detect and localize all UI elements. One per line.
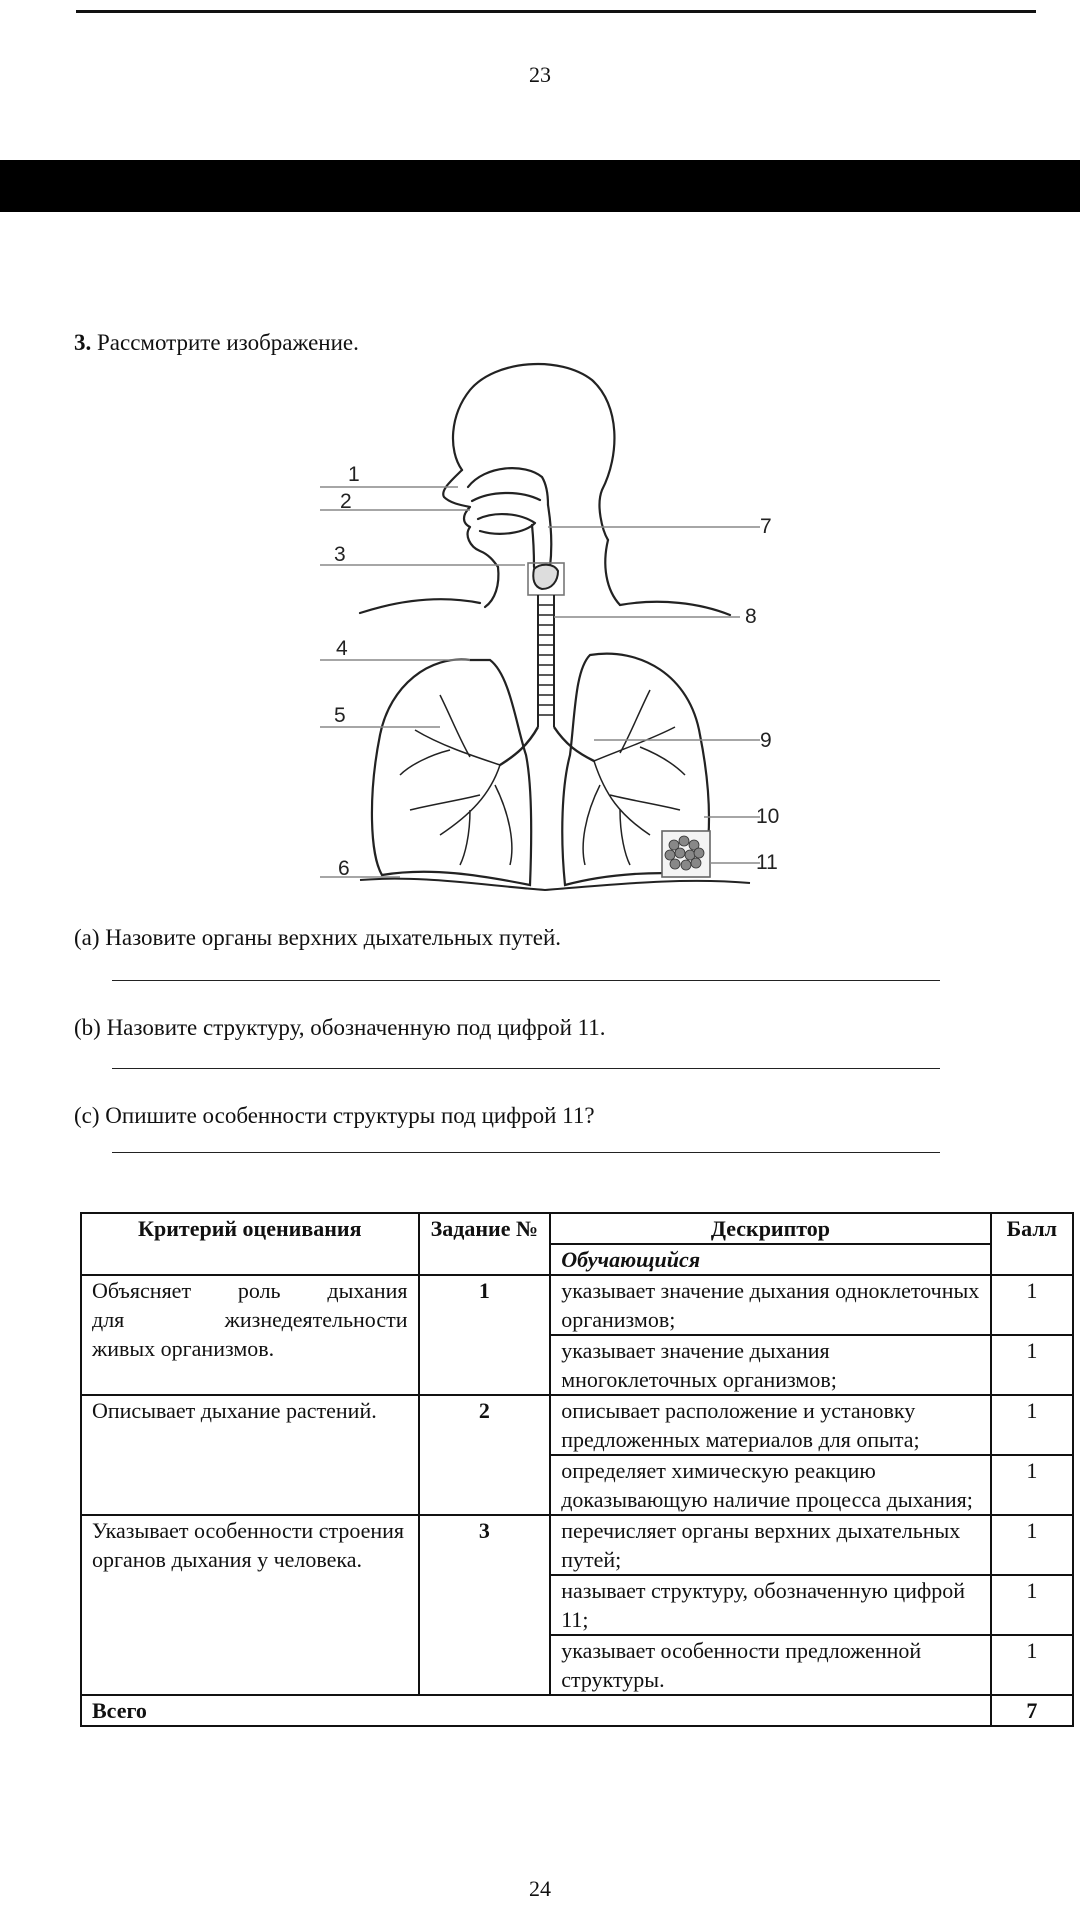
answer-line-c[interactable] <box>112 1152 940 1153</box>
question-c: (c) Опишите особенности структуры под цифрой 11? <box>74 1103 595 1128</box>
task-number: 3. <box>74 330 92 355</box>
task-number-cell: 2 <box>419 1395 551 1515</box>
bronchi <box>500 727 594 765</box>
header-criterion: Критерий оценивания <box>81 1213 419 1275</box>
diagram-label-8: 8 <box>745 605 757 628</box>
criterion-cell: Описывает дыхание растений. <box>81 1395 419 1515</box>
table-row <box>81 1395 1073 1455</box>
diagram-label-6: 6 <box>338 857 350 880</box>
total-label: Всего <box>81 1695 991 1726</box>
score-cell: 1 <box>991 1455 1073 1515</box>
descriptor-cell: указывает значение дыхания одноклеточных организмов; <box>550 1275 990 1335</box>
head-outline <box>453 364 614 540</box>
bronchial-tree <box>400 690 685 865</box>
answer-line-a[interactable] <box>112 980 940 981</box>
diagram-label-5: 5 <box>334 704 346 727</box>
page-number-top: 23 <box>529 62 551 87</box>
task-number-cell: 3 <box>419 1515 551 1695</box>
shoulder-right <box>620 602 730 615</box>
respiratory-system-diagram <box>320 355 790 895</box>
header-descriptor: Дескриптор <box>550 1213 990 1244</box>
header-task: Задание № <box>419 1213 551 1275</box>
descriptor-cell: указывает особенности предложенной структуры. <box>550 1635 990 1695</box>
page-number-bottom: 24 <box>529 1876 551 1901</box>
table-header-row <box>81 1213 1073 1244</box>
criterion-line: для жизнедеятельности <box>92 1307 408 1332</box>
diagram-label-2: 2 <box>340 490 352 513</box>
page-separator-band <box>0 160 1080 212</box>
total-row <box>81 1695 1073 1726</box>
score-cell: 1 <box>991 1275 1073 1335</box>
nasal-cavity <box>468 468 548 505</box>
score-cell: 1 <box>991 1575 1073 1635</box>
question-b: (b) Назовите структуру, обозначенную под цифрой 11. <box>74 1015 606 1040</box>
diagram-label-10: 10 <box>756 805 780 828</box>
task-text: Рассмотрите изображение. <box>97 330 359 355</box>
pharynx <box>532 505 551 567</box>
criterion-line: живых организмов. <box>92 1336 275 1361</box>
score-cell: 1 <box>991 1635 1073 1695</box>
top-rule <box>76 10 1036 13</box>
table-row <box>81 1515 1073 1575</box>
header-learner: Обучающийся <box>550 1244 990 1275</box>
criterion-cell: Указывает особенности строения органов дыхания у человека. <box>81 1515 419 1695</box>
criterion-cell <box>81 1275 419 1395</box>
header-score: Балл <box>991 1213 1073 1275</box>
descriptor-cell: называет структуру, обозначенную цифрой 11; <box>550 1575 990 1635</box>
diagram-label-7: 7 <box>760 515 772 538</box>
diagram-label-9: 9 <box>760 729 772 752</box>
assessment-criteria-table <box>80 1212 1074 1727</box>
descriptor-cell: определяет химическую реакцию доказывающую наличие процесса дыхания; <box>550 1455 990 1515</box>
descriptor-cell: перечисляет органы верхних дыхательных путей; <box>550 1515 990 1575</box>
criterion-line: Объясняет роль дыхания <box>92 1278 408 1303</box>
diagram-label-3: 3 <box>334 543 346 566</box>
diagram-label-4: 4 <box>336 637 348 660</box>
total-score: 7 <box>991 1695 1073 1726</box>
neck-back <box>605 540 620 605</box>
descriptor-cell: описывает расположение и установку предложенных материалов для опыта; <box>550 1395 990 1455</box>
larynx <box>533 565 558 589</box>
answer-line-b[interactable] <box>112 1068 940 1069</box>
diagram-label-1: 1 <box>348 463 360 486</box>
trachea <box>538 595 554 727</box>
descriptor-cell: указывает значение дыхания многоклеточных организмов; <box>550 1335 990 1395</box>
left-lung <box>372 659 531 885</box>
neck-front <box>485 567 498 607</box>
respiratory-diagram-svg <box>320 355 790 895</box>
score-cell: 1 <box>991 1395 1073 1455</box>
table-row <box>81 1275 1073 1335</box>
score-cell: 1 <box>991 1515 1073 1575</box>
task-title <box>74 330 359 356</box>
task-number-cell: 1 <box>419 1275 551 1395</box>
diaphragm <box>360 879 750 890</box>
shoulder-left <box>360 599 480 613</box>
oral-cavity <box>478 514 535 534</box>
leader-lines <box>320 487 760 877</box>
score-cell: 1 <box>991 1335 1073 1395</box>
question-a: (a) Назовите органы верхних дыхательных путей. <box>74 925 562 950</box>
diagram-label-11: 11 <box>756 851 778 874</box>
